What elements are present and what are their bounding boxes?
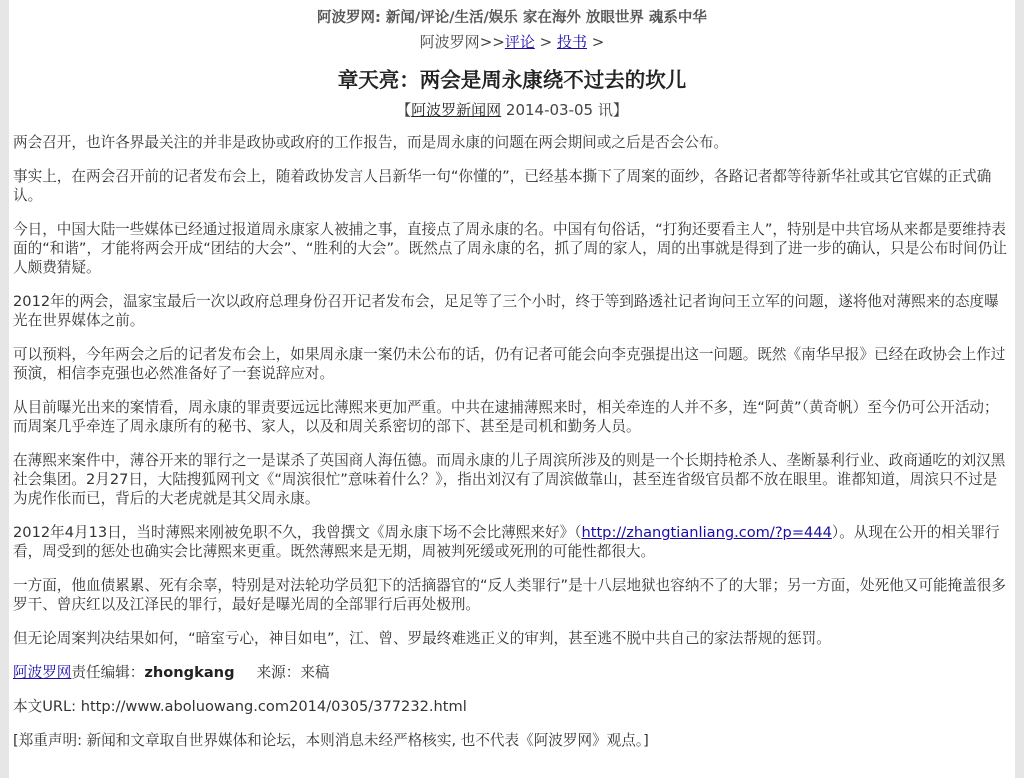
page [9,0,1015,778]
editor-name: zhongkang [144,664,235,681]
article-body [13,133,1011,750]
editor-line [13,663,1011,682]
disclaimer: [郑重声明: 新闻和文章取自世界媒体和论坛，本则消息未经严格核实, 也不代表《阿波罗网》观点。] [13,732,649,749]
breadcrumb-link-submissions[interactable]: 投书 [556,33,587,51]
source-link[interactable]: 阿波罗新闻网 [411,101,502,119]
article-paragraph: 在薄熙来案件中，薄谷开来的罪行之一是谋杀了英国商人海伍德。而周永康的儿子周滨所涉及的则是一个长期持枪杀人、垄断暴利行业、政商通吃的刘汉黑社会集团。2月27日，大陆搜狐网刊文《“周滨很忙”意味着什么？》，指出刘汉有了周滨做靠山，甚至连省级官员都不放在眼里。谁都知道，周滨只不过是为虎作伥而已，背后的大老虎就是其父周永康。 [13,452,1006,507]
breadcrumb [13,32,1011,52]
breadcrumb-separator: > [534,33,557,51]
breadcrumb-separator: > [586,33,605,51]
breadcrumb-separator: >> [479,33,505,51]
article-paragraph: 但无论周案判决结果如何，“暗室亏心，神目如电”，江、曾、罗最终难逃正义的审判，甚至逃不脱中共自己的家法帮规的惩罚。 [13,630,831,647]
source-value: 来稿 [300,664,330,681]
article-paragraph: 可以预料，今年两会之后的记者发布会上，如果周永康一案仍未公布的话，仍有记者可能会向李克强提出这一问题。既然《南华早报》已经在政协会上作过预演，相信李克强也必然准备好了一套说辞应对。 [13,346,1006,382]
site-link[interactable]: 阿波罗网 [13,664,72,681]
article-paragraph: 2012年的两会，温家宝最后一次以政府总理身份召开记者发布会，足足等了三个小时，终于等到路透社记者询问王立军的问题，遂将他对薄熙来的态度曝光在世界媒体之前。 [13,293,999,329]
article-paragraph: 一方面，他血债累累、死有余辜，特别是对法轮功学员犯下的活摘器官的“反人类罪行”是十八层地狱也容纳不了的大罪；另一方面，处死他又可能掩盖很多罗干、曾庆红以及江泽民的罪行，最好是曝光周的全部罪行后再处极刑。 [13,577,1006,613]
breadcrumb-site: 阿波罗网 [419,33,480,51]
paragraph-text: 2012年4月13日，当时薄熙来刚被免职不久，我曾撰文《周永康下场不会比薄熙来好》（ [13,524,582,541]
article-paragraph: 两会召开，也许各界最关注的并非是政协或政府的工作报告，而是周永康的问题在两会期间或之后是否会公布。 [13,134,729,151]
article-paragraph: 事实上，在两会召开前的记者发布会上，随着政协发言人吕新华一句“你懂的”，已经基本撕下了周案的面纱，各路记者都等待新华社或其它官媒的正式确认。 [13,168,992,204]
article-paragraph [13,523,1011,561]
site-masthead: 阿波罗网: 新闻/评论/生活/娱乐 家在海外 放眼世界 魂系中华 [317,10,707,26]
article-url: 本文URL: http://www.aboluowang.com2014/0305/377232.html [13,698,467,715]
dateline-bracket: 【 [396,101,412,119]
breadcrumb-link-commentary[interactable]: 评论 [504,33,535,51]
source-label: 来源： [256,664,301,681]
article-paragraph: 今日，中国大陆一些媒体已经通过报道周永康家人被捕之事，直接点了周永康的名。中国有句俗话，“打狗还要看主人”，特别是中共官场从来都是要维持表面的“和谐”，才能将两会开成“团结的大会”、“胜利的大会”。既然点了周永康的名，抓了周的家人，周的出事就是得到了进一步的确认，只是公布时间仍让人颇费猜疑。 [13,221,1007,276]
editor-label: 责任编辑： [71,664,145,681]
article-date: 2014-03-05 讯】 [501,101,628,119]
article-title: 章天亮：两会是周永康绕不过去的坎儿 [337,68,687,92]
article-dateline [13,100,1011,120]
reference-link[interactable]: http://zhangtianliang.com/?p=444 [581,524,832,541]
article-paragraph: 从目前曝光出来的案情看，周永康的罪责要远远比薄熙来更加严重。中共在逮捕薄熙来时，相关牵连的人并不多，连“阿黄”（黄奇帆）至今仍可公开活动；而周案几乎牵连了周永康所有的秘书、家人，以及和周关系密切的部下、甚至是司机和勤务人员。 [13,399,999,435]
paragraph-text: ）。从现在公开的相关罪行看，周受到的惩处也确实会比薄熙来更重。既然薄熙来是无期，周被判死缓或死刑的可能性都很大。 [13,524,1000,560]
